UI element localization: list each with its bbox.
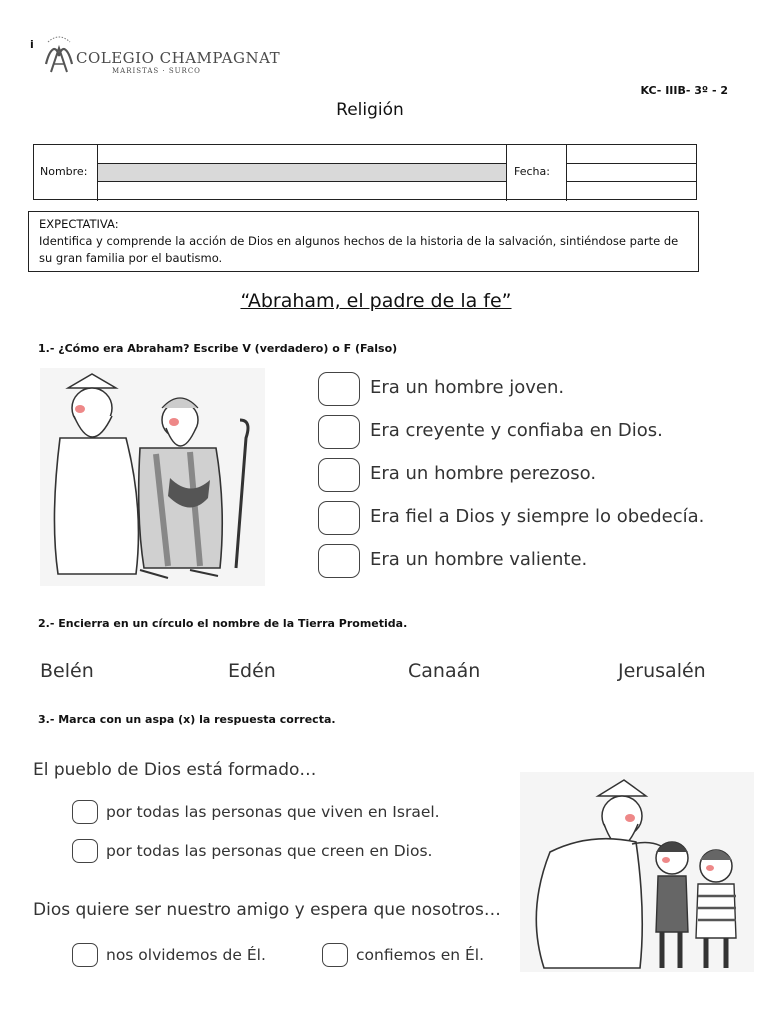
name-date-table — [33, 144, 697, 200]
divider — [506, 145, 507, 201]
lesson-title: “Abraham, el padre de la fe” — [240, 290, 512, 312]
expectation-text: Identifica y comprende la acción de Dios en algunos hechos de la historia de la salvación, sintiéndose parte de su gran familia por el bautismo. — [39, 234, 679, 265]
q3-option-3: nos olvidemos de Él. — [106, 946, 266, 964]
q1-answer-box-5[interactable] — [318, 544, 360, 578]
q3-option-row — [72, 837, 492, 869]
date-field[interactable] — [567, 163, 697, 182]
q1-statement-row — [318, 542, 748, 582]
school-logo — [42, 34, 281, 78]
q1-statement-row — [318, 370, 748, 410]
page-title: Religión — [336, 100, 404, 120]
question-2-prompt: 2.- Encierra en un círculo el nombre de la Tierra Prometida. — [38, 617, 408, 630]
q1-answer-box-1[interactable] — [318, 372, 360, 406]
abraham-and-companion-illustration — [40, 368, 265, 586]
q1-statement-row — [318, 456, 748, 496]
q2-option-4[interactable]: Jerusalén — [618, 660, 706, 682]
school-name: COLEGIO CHAMPAGNAT — [76, 49, 281, 67]
q3-option-row — [322, 941, 502, 973]
elder-with-children-illustration — [520, 772, 754, 972]
q3-stem-2: Dios quiere ser nuestro amigo y espera que nosotros… — [33, 900, 501, 920]
champagnat-crest-icon — [42, 34, 76, 76]
q2-option-1[interactable]: Belén — [40, 660, 94, 682]
q3-stem-1: El pueblo de Dios está formado… — [33, 760, 317, 780]
q3-option-2: por todas las personas que creen en Dios. — [106, 842, 433, 860]
document-code: KC- IIIB- 3º - 2 — [640, 84, 728, 97]
q3-checkbox-3[interactable] — [72, 943, 98, 967]
q3-option-4: confiemos en Él. — [356, 946, 485, 964]
name-label: Nombre: — [40, 165, 88, 178]
q3-option-1: por todas las personas que viven en Israel. — [106, 803, 440, 821]
q1-answer-box-3[interactable] — [318, 458, 360, 492]
date-label: Fecha: — [514, 165, 550, 178]
q1-statement-row — [318, 413, 748, 453]
q3-option-row — [72, 941, 302, 973]
q2-option-2[interactable]: Edén — [228, 660, 276, 682]
q1-statement-4: Era fiel a Dios y siempre lo obedecía. — [370, 506, 705, 527]
q3-option-row — [72, 798, 492, 830]
expectation-box — [28, 211, 699, 272]
q1-answer-box-4[interactable] — [318, 501, 360, 535]
q3-checkbox-2[interactable] — [72, 839, 98, 863]
name-field[interactable] — [98, 163, 506, 182]
q1-statement-row — [318, 499, 748, 539]
school-subtitle: MARISTAS · SURCO — [112, 67, 201, 75]
question-1-prompt: 1.- ¿Cómo era Abraham? Escribe V (verdadero) o F (Falso) — [38, 342, 398, 355]
corner-mark: i — [30, 38, 34, 51]
q3-checkbox-4[interactable] — [322, 943, 348, 967]
q1-statement-5: Era un hombre valiente. — [370, 549, 588, 570]
expectation-heading: EXPECTATIVA: — [39, 217, 119, 231]
q1-answer-box-2[interactable] — [318, 415, 360, 449]
q3-checkbox-1[interactable] — [72, 800, 98, 824]
q2-option-3[interactable]: Canaán — [408, 660, 481, 682]
q1-statement-1: Era un hombre joven. — [370, 377, 565, 398]
q1-statement-3: Era un hombre perezoso. — [370, 463, 597, 484]
question-3-prompt: 3.- Marca con un aspa (x) la respuesta correcta. — [38, 713, 336, 726]
q1-statement-2: Era creyente y confiaba en Dios. — [370, 420, 663, 441]
